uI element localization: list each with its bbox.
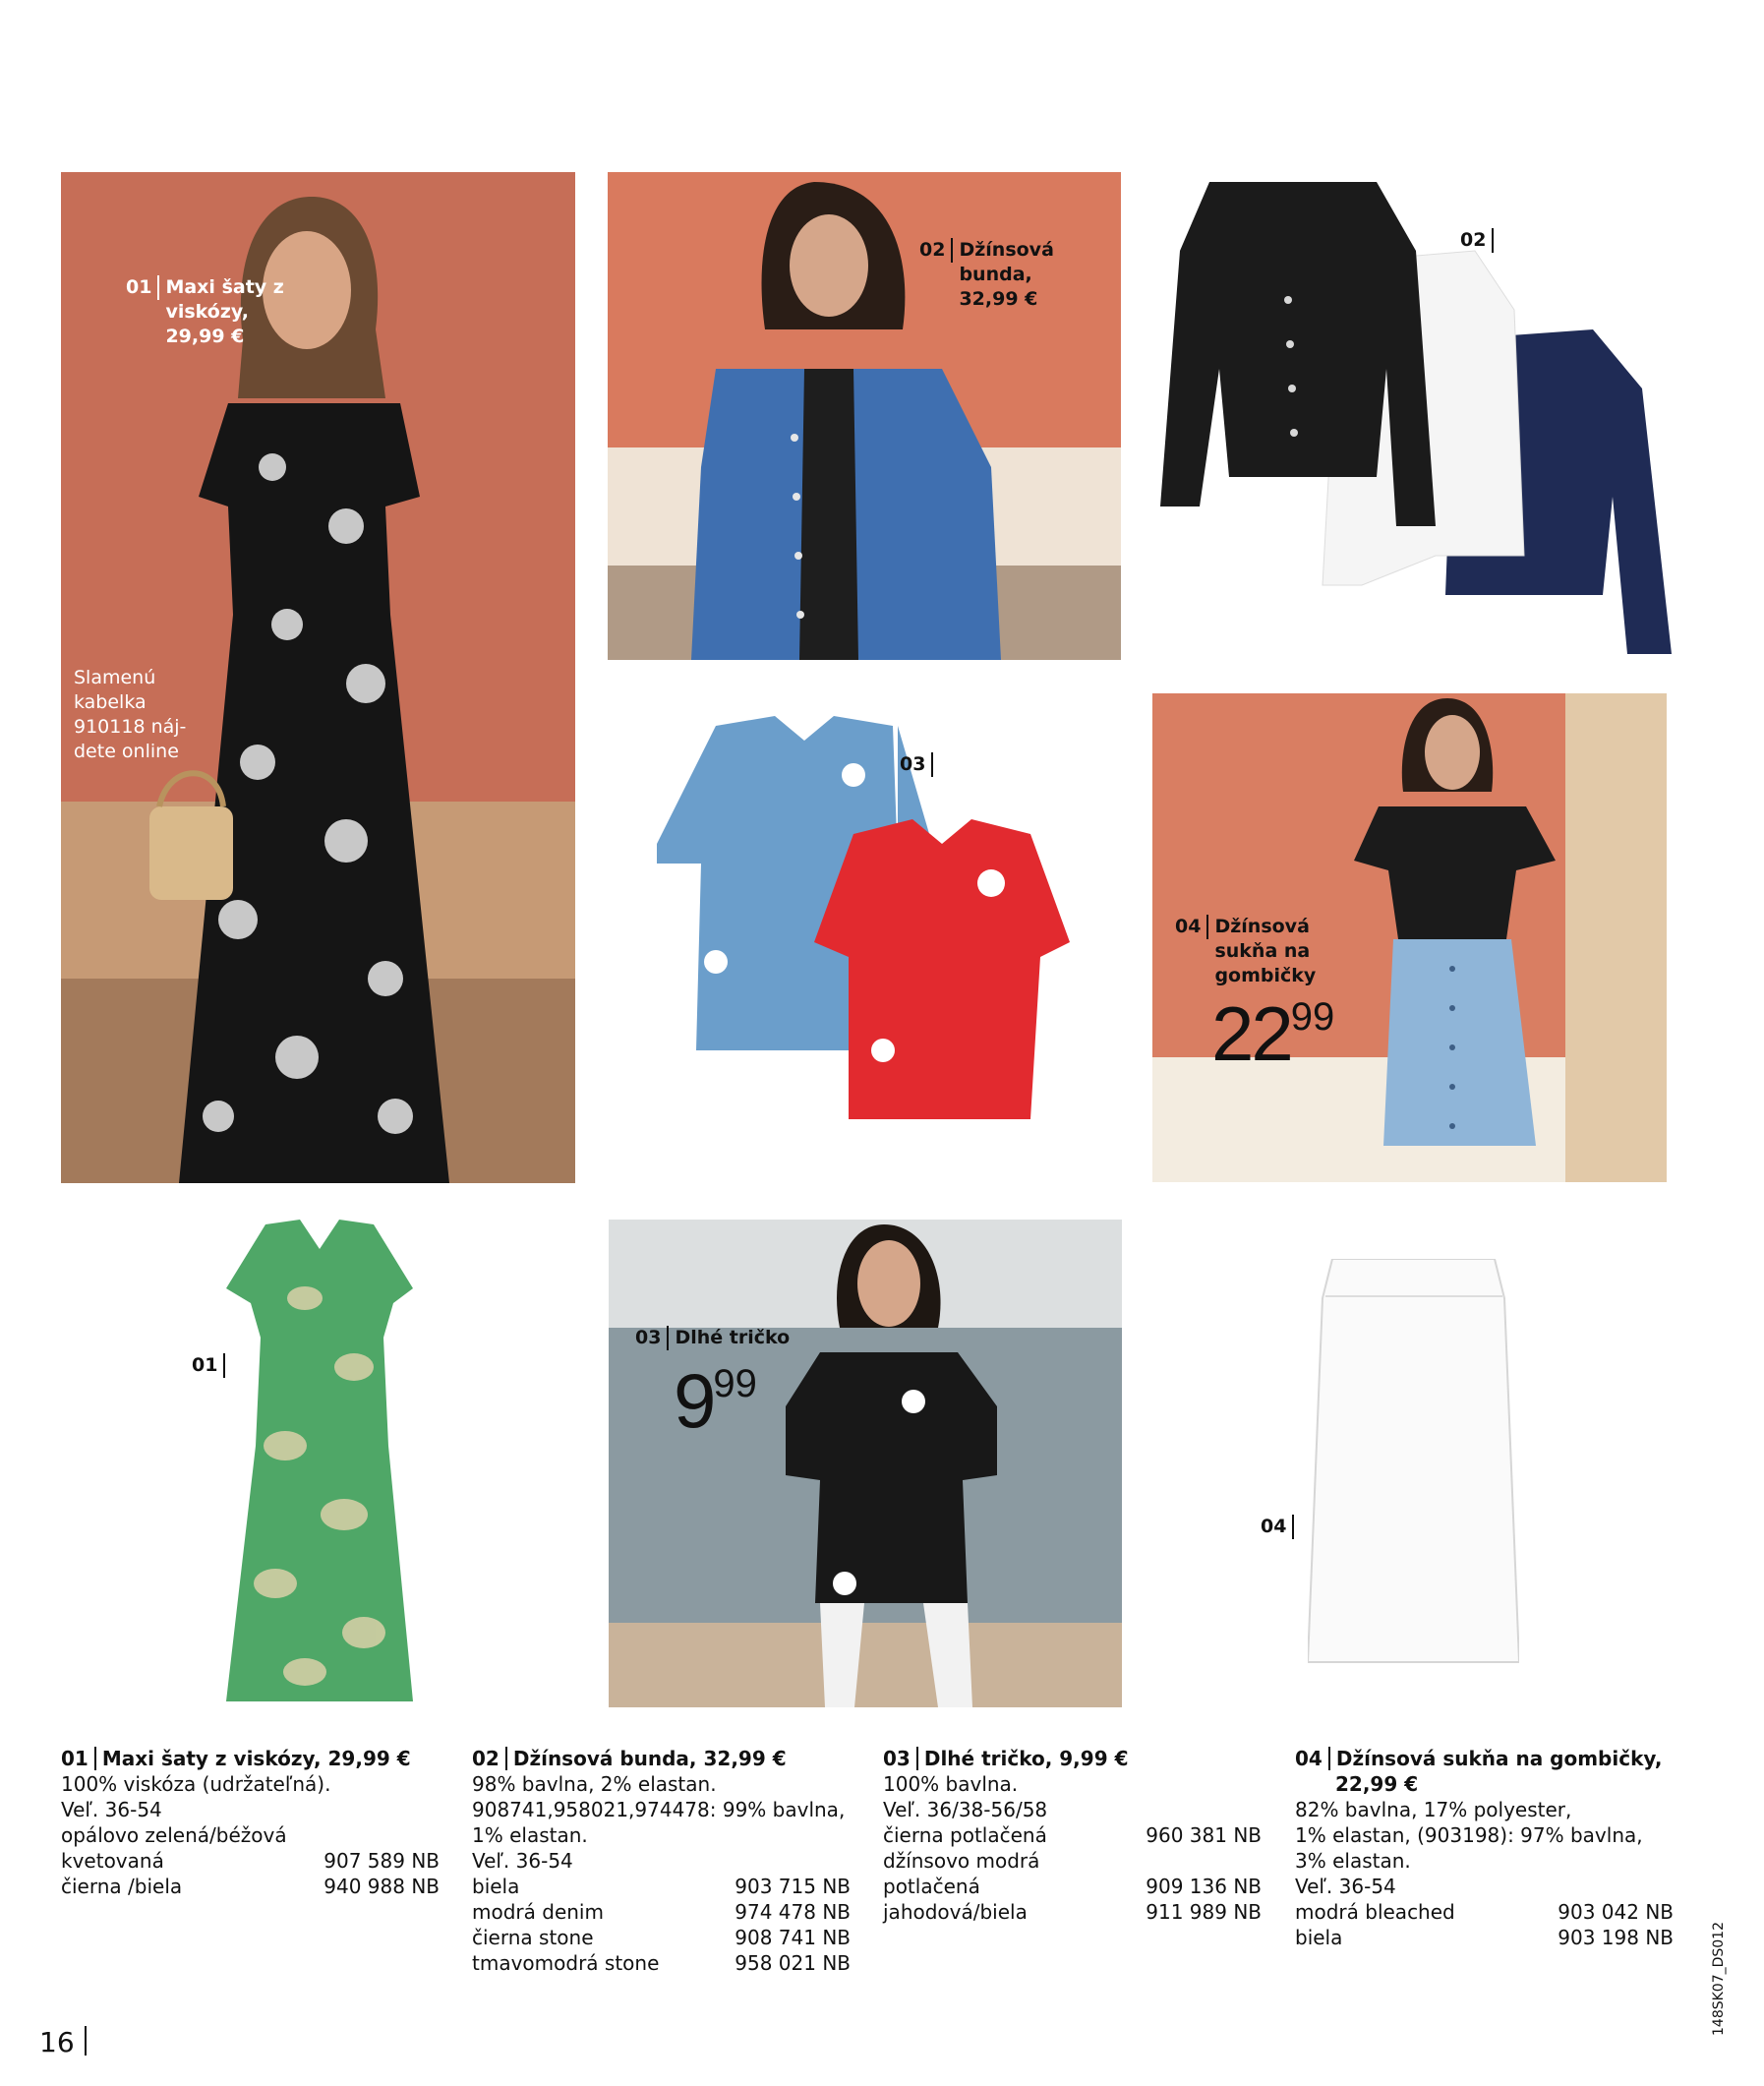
product-03-details: 03 Dlhé tričko, 9,99 € 100% bavlna. Veľ. 36/38-56/58 čierna potlačená 960 381 NB džínsovo modrá potlačená 909 136 NB jahodová/biela 911 989 NB: [883, 1747, 1262, 1924]
label-02-product: 02: [1460, 228, 1499, 253]
photo-white-skirt-product: [1308, 1259, 1519, 1664]
variant-row: biela 903 715 NB: [472, 1875, 851, 1898]
variant-row: opálovo zelená/béžová kvetovaná 907 589 NB: [61, 1823, 440, 1873]
product-03-title: 03 Dlhé tričko, 9,99 €: [883, 1747, 1129, 1770]
variant-row: tmavomodrá stone 958 021 NB: [472, 1951, 851, 1975]
variant-row: čierna potlačená 960 381 NB: [883, 1823, 1262, 1847]
catalog-code: 148SK07_DS012: [1711, 1922, 1727, 2036]
product-04-details: 04 Džínsová sukňa na gombičky, 22,99 € 82% bavlna, 17% polyester, 1% elastan, (903198): 97% bavlna, 3% elastan. Veľ. 36-54 modrá bleached 903 042 NB biela 903 198 NB: [1295, 1747, 1674, 1949]
price-04: 2299: [1211, 990, 1335, 1077]
photo-green-dress-product: [216, 1220, 423, 1711]
product-02-details: 02 Džínsová bunda, 32,99 € 98% bavlna, 2% elastan. 908741,958021,974478: 99% bavlna, 1% elastan. Veľ. 36-54 biela 903 715 NB modrá denim 974 478 NB čierna stone 908 741 NB tmavomodrá stone 958 021 NB: [472, 1747, 851, 1975]
variant-row: čierna /biela 940 988 NB: [61, 1875, 440, 1898]
product-01-details: 01 Maxi šaty z viskózy, 29,99 € 100% viskóza (udržateľná). Veľ. 36-54 opálovo zelená/béžová kvetovaná 907 589 NB čierna /biela 940 988 NB: [61, 1747, 440, 1898]
page-number: 16: [39, 2026, 87, 2058]
price-03: 999: [674, 1357, 757, 1444]
variant-row: džínsovo modrá potlačená 909 136 NB: [883, 1849, 1262, 1898]
variant-row: biela 903 198 NB: [1295, 1926, 1674, 1949]
label-01-overlay: 01 Maxi šaty z viskózy, 29,99 €: [126, 276, 284, 347]
label-02-overlay: 02 Džínsová bunda, 32,99 €: [919, 239, 1054, 310]
variant-row: modrá denim 974 478 NB: [472, 1900, 851, 1924]
label-03-overlay: 03 Dlhé tričko: [635, 1327, 791, 1348]
label-01-product: 01: [192, 1353, 231, 1378]
label-04-overlay: 04 Džínsová sukňa na gombičky: [1175, 916, 1317, 986]
product-01-title: 01 Maxi šaty z viskózy, 29,99 €: [61, 1747, 411, 1770]
handbag-note: Slamenú kabelka 910118 náj- dete online: [74, 667, 187, 762]
product-02-title: 02 Džínsová bunda, 32,99 €: [472, 1747, 787, 1770]
variant-row: čierna stone 908 741 NB: [472, 1926, 851, 1949]
variant-row: modrá bleached 903 042 NB: [1295, 1900, 1674, 1924]
photo-jackets-product: [1150, 172, 1681, 664]
product-04-title: 04 Džínsová sukňa na gombičky,: [1295, 1747, 1663, 1770]
photo-tshirts-product: [657, 716, 1070, 1149]
photo-long-tee-model: [609, 1220, 1122, 1707]
label-03-product: 03: [900, 752, 939, 777]
label-04-product: 04: [1261, 1515, 1300, 1539]
variant-row: jahodová/biela 911 989 NB: [883, 1900, 1262, 1924]
